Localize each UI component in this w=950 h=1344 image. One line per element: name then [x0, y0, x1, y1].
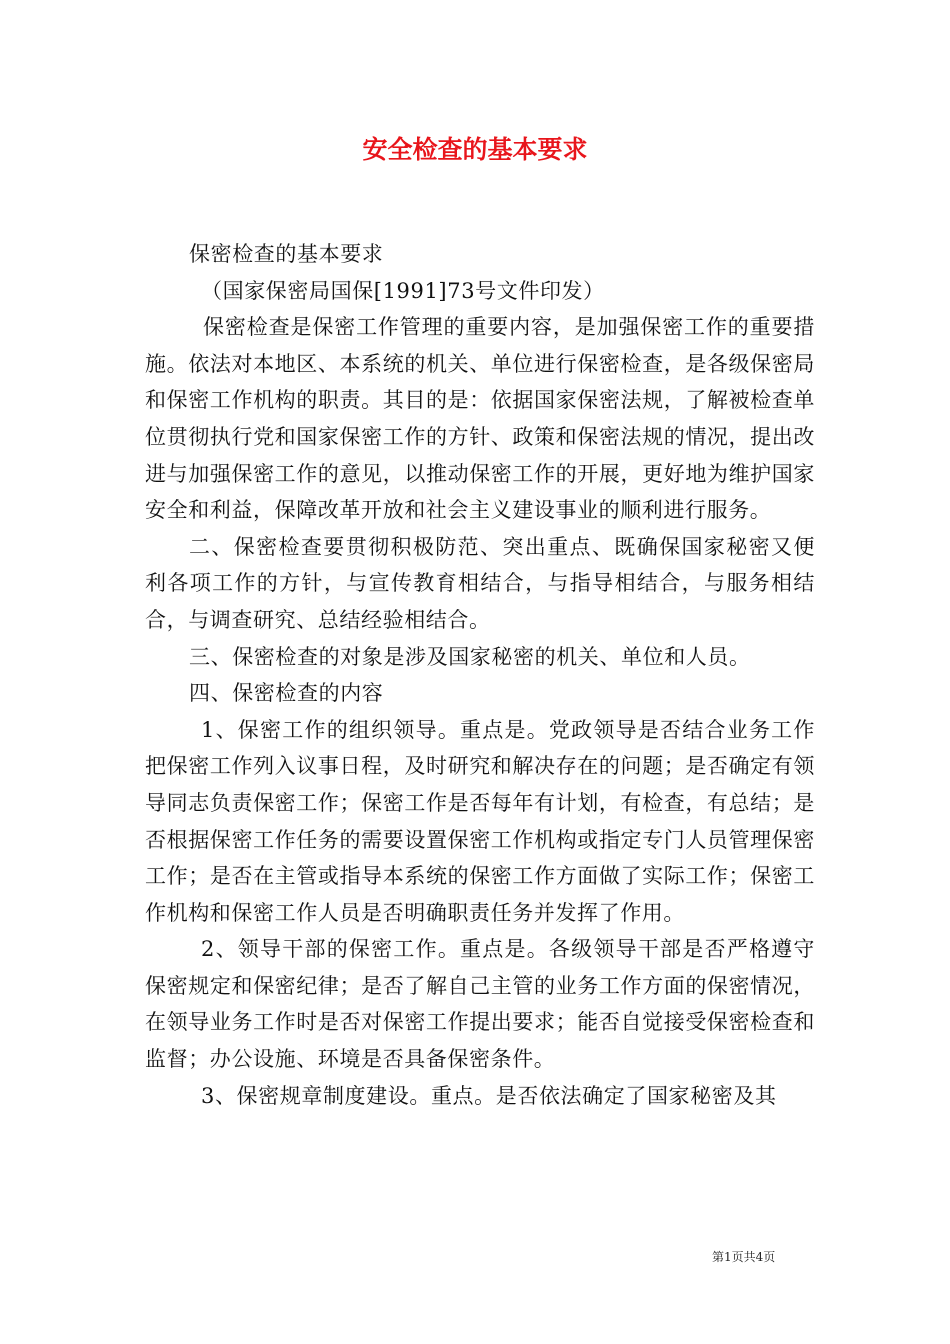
page-number-footer: 第1页共4页 [712, 1250, 776, 1264]
document-body [145, 236, 815, 1114]
paragraph-purpose: 保密检查是保密工作管理的重要内容，是加强保密工作的重要措施。依法对本地区、本系统的机关、单位进行保密检查，是各级保密局和保密工作机构的职责。其目的是：依据国家保密法规，了解被检查单位贯彻执行党和国家保密工作的方针、政策和保密法规的情况，提出改进与加强保密工作的意见，以推动保密工作的开展，更好地为维护国家安全和利益，保障改革开放和社会主义建设事业的顺利进行服务。 [145, 315, 815, 523]
paragraph-contents-heading: 四、保密检查的内容 [189, 681, 384, 706]
paragraph-item-2: 2、领导干部的保密工作。重点是。各级领导干部是否严格遵守保密规定和保密纪律；是否了解自己主管的业务工作方面的保密情况，在领导业务工作时是否对保密工作提出要求；能否自觉接受保密检查和监督；办公设施、环境是否具备保密条件。 [145, 937, 815, 1072]
document-issuer: （国家保密局国保[1991]73号文件印发） [201, 278, 605, 303]
paragraph-principle: 二、保密检查要贯彻积极防范、突出重点、既确保国家秘密又便利各项工作的方针，与宣传教育相结合，与指导相结合，与服务相结合，与调查研究、总结经验相结合。 [145, 534, 815, 632]
paragraph-scope: 三、保密检查的对象是涉及国家秘密的机关、单位和人员。 [189, 644, 751, 669]
document-title: 安全检查的基本要求 [362, 135, 588, 164]
paragraph-item-1: 1、保密工作的组织领导。重点是。党政领导是否结合业务工作把保密工作列入议事日程，及时研究和解决存在的问题；是否确定有领导同志负责保密工作；保密工作是否每年有计划，有检查，有总结；是否根据保密工作任务的需要设置保密工作机构或指定专门人员管理保密工作；是否在主管或指导本系统的保密工作方面做了实际工作；保密工作机构和保密工作人员是否明确职责任务并发挥了作用。 [145, 717, 815, 925]
paragraph-item-3: 3、保密规章制度建设。重点。是否依法确定了国家秘密及其 [201, 1083, 777, 1108]
document-subtitle: 保密检查的基本要求 [189, 242, 384, 266]
